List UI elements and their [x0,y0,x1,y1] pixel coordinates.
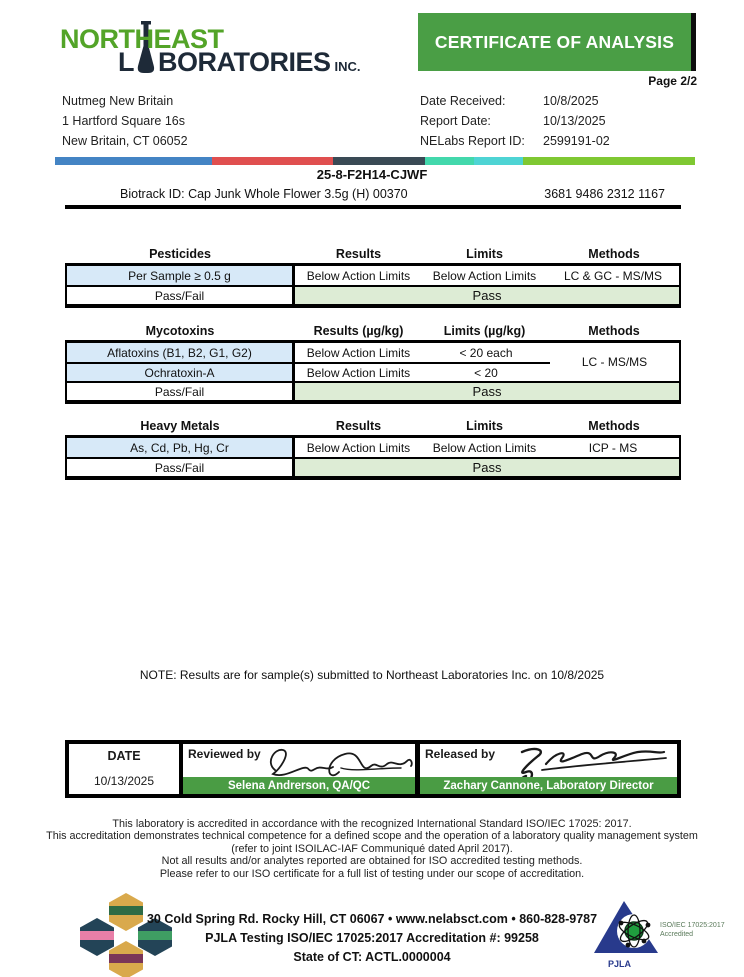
table-row [67,266,679,285]
reviewed-by-label: Reviewed by [188,747,261,761]
report-date-value: 10/13/2025 [543,114,606,128]
accreditation-line: Not all results and/or analytes reported are obtained for ISO accredited testing methods. [161,855,583,868]
client-address-line1: 1 Hartford Square 16s [62,114,185,128]
report-info-row [420,111,690,131]
page-number: Page 2/2 [648,74,697,88]
footer-contact-block [122,910,622,967]
limits-cell: < 20 [474,365,498,380]
methods-cell: ICP - MS [588,440,638,455]
column-header: Heavy Metals [140,419,220,433]
analyte-cell: Per Sample ≥ 0.5 g [67,266,295,285]
accreditation-statement [0,818,744,880]
biotrack-id: Biotrack ID: Cap Junk Whole Flower 3.5g (H) 00370 [120,187,408,201]
column-header: Results [335,419,382,433]
report-info-block [420,91,690,151]
column-header: Limits [466,247,503,261]
pass-fail-row [67,285,679,304]
column-header: Limits (µg/kg) [443,324,526,338]
date-cell [69,744,183,794]
signature-block [65,740,681,798]
date-received-label: Date Received: [420,94,506,108]
color-bar [55,157,695,165]
accreditation-line: This accreditation demonstrates technical competence for a defined scope and the operation of a laboratory quality management system [46,830,698,843]
column-header: Limits [466,419,503,433]
column-header: Mycotoxins [145,324,215,338]
methods-cell-merged: LC - MS/MS [581,355,648,369]
heavy-metals-table [65,417,681,480]
analyte-cell: As, Cd, Pb, Hg, Cr [67,438,295,457]
pass-status: Pass [295,459,679,476]
pass-fail-row [67,457,679,476]
divider-rule [65,205,681,209]
color-bar-segment-teal [425,157,474,165]
column-header: Methods [588,247,640,261]
logo-text-inc: INC. [334,59,361,74]
released-by-name: Zachary Cannone, Laboratory Director [420,777,677,794]
color-bar-segment-slate [333,157,425,165]
column-header: Pesticides [149,247,211,261]
accreditation-line: (refer to joint ISOILAC-IAF Communiqué dated April 2017). [231,842,513,855]
logo-text-laboratories: L BORATORIES INC. [118,49,361,76]
signoff-date: 10/13/2025 [93,774,155,788]
color-bar-segment-blue [55,157,212,165]
date-received-value: 10/8/2025 [543,94,599,108]
biotrack-row [65,187,681,201]
logo-text-northeast: NORTHEAST [60,24,224,54]
analyte-cell: Ochratoxin-A [67,364,295,381]
results-cell: Below Action Limits [306,440,411,455]
color-bar-segment-red [212,157,333,165]
results-note: NOTE: Results are for sample(s) submitted to Northeast Laboratories Inc. on 10/8/2025 [139,668,605,682]
date-header: DATE [107,749,141,763]
pass-fail-row [67,381,679,400]
client-name: Nutmeg New Britain [62,94,174,108]
analyte-cell: Aflatoxins (B1, B2, G1, G2) [67,343,295,362]
table-row [67,438,679,457]
accreditation-line: Please refer to our ISO certificate for a full list of testing under our scope of accreditation. [159,867,585,880]
pass-status: Pass [295,287,679,304]
limits-cell: < 20 each [459,345,513,360]
reviewed-by-name: Selena Andrerson, QA/QC [183,777,415,794]
mycotoxins-rows [67,343,679,381]
northeast-labs-logo [60,24,361,77]
pesticides-table-header [65,245,681,263]
color-bar-segment-green [523,157,695,165]
pass-fail-label: Pass/Fail [67,459,295,476]
report-id-value: 2599191-02 [543,134,610,148]
report-info-row [420,91,690,111]
column-header: Methods [588,419,640,433]
pjla-iso-text: ISO/IEC 17025:2017 Accredited [660,922,725,938]
table-row [67,343,550,362]
pjla-wordmark: PJLA [608,959,632,969]
color-bar-segment-turquoise [474,157,523,165]
table-row [67,362,550,381]
pjla-accreditation-line: PJLA Testing ISO/IEC 17025:2017 Accreditation #: 99258 [205,931,539,945]
sample-code: 25-8-F2H14-CJWF [316,167,428,182]
column-header: Results (µg/kg) [313,324,404,338]
methods-cell: LC & GC - MS/MS [563,268,662,283]
results-cell: Below Action Limits [306,345,411,360]
reviewed-by-cell [183,744,420,794]
column-header: Methods [588,324,640,338]
pjla-atom-triangle-logo [588,895,738,977]
lab-address-line: 30 Cold Spring Rd. Rocky Hill, CT 06067 • www.nelabsct.com • 860-828-9787 [146,912,598,926]
award-badge-icon [80,918,114,956]
results-cell: Below Action Limits [306,365,411,380]
pesticides-table [65,245,681,308]
limits-cell: Below Action Limits [432,268,537,283]
column-header: Results [335,247,382,261]
mycotoxins-table [65,322,681,404]
report-date-label: Report Date: [420,114,491,128]
pass-fail-label: Pass/Fail [67,287,295,304]
limits-cell: Below Action Limits [432,440,537,455]
pass-fail-label: Pass/Fail [67,383,295,400]
state-license-line: State of CT: ACTL.0000004 [293,950,451,964]
report-info-row [420,131,690,151]
accreditation-line: This laboratory is accredited in accordance with the recognized International Standard ISO/IEC 17025: 2017. [112,818,632,830]
client-address-line2: New Britain, CT 06052 [62,134,188,148]
certificate-title: CERTIFICATE OF ANALYSIS [434,31,675,52]
pass-status: Pass [295,383,679,400]
heavy-metals-table-header [65,417,681,435]
released-by-label: Released by [425,747,496,761]
results-cell: Below Action Limits [306,268,411,283]
certificate-title-banner [418,13,696,71]
biotrack-number: 3681 9486 2312 1167 [544,187,665,201]
report-id-label: NELabs Report ID: [420,134,525,148]
mycotoxins-table-header [65,322,681,340]
client-address-block [62,91,188,151]
released-by-cell [420,744,677,794]
